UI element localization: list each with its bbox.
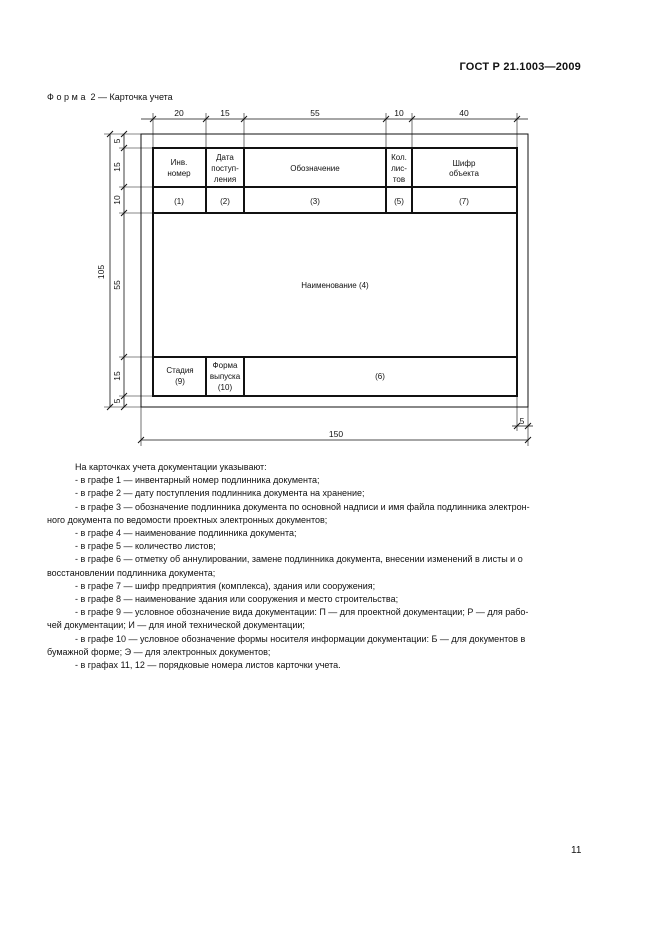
- body-item-8: - в графе 8 — наименование здания или сооружения и место строительства;: [75, 594, 399, 605]
- dim-top-5: 40: [459, 108, 469, 118]
- stage-cell-l1: Стадия: [166, 366, 194, 375]
- body-item-10a: - в графе 10 — условное обозначение формы носителя информации документации: Б — для документов в: [75, 633, 526, 644]
- body-item-4: - в графе 4 — наименование подлинника документа;: [75, 528, 297, 539]
- cell-num-5: (5): [394, 197, 404, 206]
- dim-left-4: 55: [112, 280, 122, 290]
- dim-left-3: 10: [112, 195, 122, 205]
- cell-num-3: (3): [310, 197, 320, 206]
- body-item-9a: - в графе 9 — условное обозначение вида документации: П — для проектной документации; Р — для рабо-: [75, 607, 529, 618]
- forma-cell-l2: выпуска: [209, 372, 241, 381]
- dim-top-3: 55: [310, 108, 320, 118]
- dim-top-1: 20: [174, 108, 184, 118]
- body-item-6b: восстановлении подлинника документа;: [47, 567, 216, 578]
- col1-header-l2: номер: [167, 169, 191, 178]
- body-item-1: - в графе 1 — инвентарный номер подлинника документа;: [75, 475, 320, 486]
- stage-cell-l2: (9): [175, 377, 185, 386]
- body-intro: На карточках учета документации указывают:: [75, 462, 267, 472]
- form-caption-word: Форма: [47, 92, 89, 102]
- col2-header-l2: поступ-: [211, 164, 239, 173]
- dim-left-total: 105: [96, 264, 106, 280]
- dim-left-5: 15: [112, 371, 122, 381]
- col3-header: Обозначение: [290, 164, 340, 173]
- body-item-5: - в графе 5 — количество листов;: [75, 541, 216, 552]
- col2-header-l3: ления: [213, 175, 237, 184]
- body-item-2: - в графе 2 — дату поступления подлинника документа на хранение;: [75, 488, 365, 499]
- body-text: [47, 461, 585, 672]
- cell-num-1: (1): [174, 197, 184, 206]
- cell-num-7: (7): [459, 197, 469, 206]
- cell-num-2: (2): [220, 197, 230, 206]
- col1-header-l1: Инв.: [170, 158, 188, 167]
- col5-header-l1: Шифр: [452, 159, 476, 168]
- col2-header-l1: Дата: [216, 153, 234, 162]
- forma-cell-l3: (10): [217, 383, 233, 392]
- page-number: 11: [571, 845, 582, 856]
- forma-cell-l1: Форма: [212, 361, 238, 370]
- dim-left-2: 15: [112, 162, 122, 172]
- dim-top-4: 10: [394, 108, 404, 118]
- body-item-10b: бумажной форме; Э — для электронных документов;: [47, 646, 271, 657]
- document-code: ГОСТ Р 21.1003—2009: [459, 61, 581, 73]
- name-field: Наименование (4): [301, 281, 369, 290]
- body-item-11: - в графах 11, 12 — порядковые номера листов карточки учета.: [75, 660, 341, 671]
- body-item-9b: чей документации; И — для иной технической документации;: [47, 620, 305, 631]
- accounting-card-drawing: [0, 0, 661, 460]
- body-item-3a: - в графе 3 — обозначение подлинника документа по основной надписи и имя файла подлинника электрон-: [75, 501, 530, 512]
- dim-left-6: 5: [112, 398, 122, 404]
- col4-header-l1: Кол.: [391, 153, 407, 162]
- body-item-3b: ного документа по ведомости проектных электронных документов;: [47, 514, 328, 525]
- card-frame: [153, 148, 517, 396]
- dim-right: 5: [519, 416, 525, 426]
- body-item-6a: - в графе 6 — отметку об аннулировании, замене подлинника документа, внесении изменений в листы и о: [75, 554, 523, 565]
- col4-header-l3: тов: [392, 175, 406, 184]
- col5-header-l2: объекта: [449, 169, 479, 178]
- col4-header-l2: лис-: [391, 164, 407, 173]
- dim-top-2: 15: [220, 108, 230, 118]
- dim-left-1: 5: [112, 138, 122, 144]
- form-caption-text: 2 — Карточка учета: [88, 92, 173, 102]
- field-6: (6): [375, 372, 385, 381]
- body-item-7: - в графе 7 — шифр предприятия (комплекса), здания или сооружения;: [75, 580, 376, 591]
- dim-bottom: 150: [328, 429, 344, 439]
